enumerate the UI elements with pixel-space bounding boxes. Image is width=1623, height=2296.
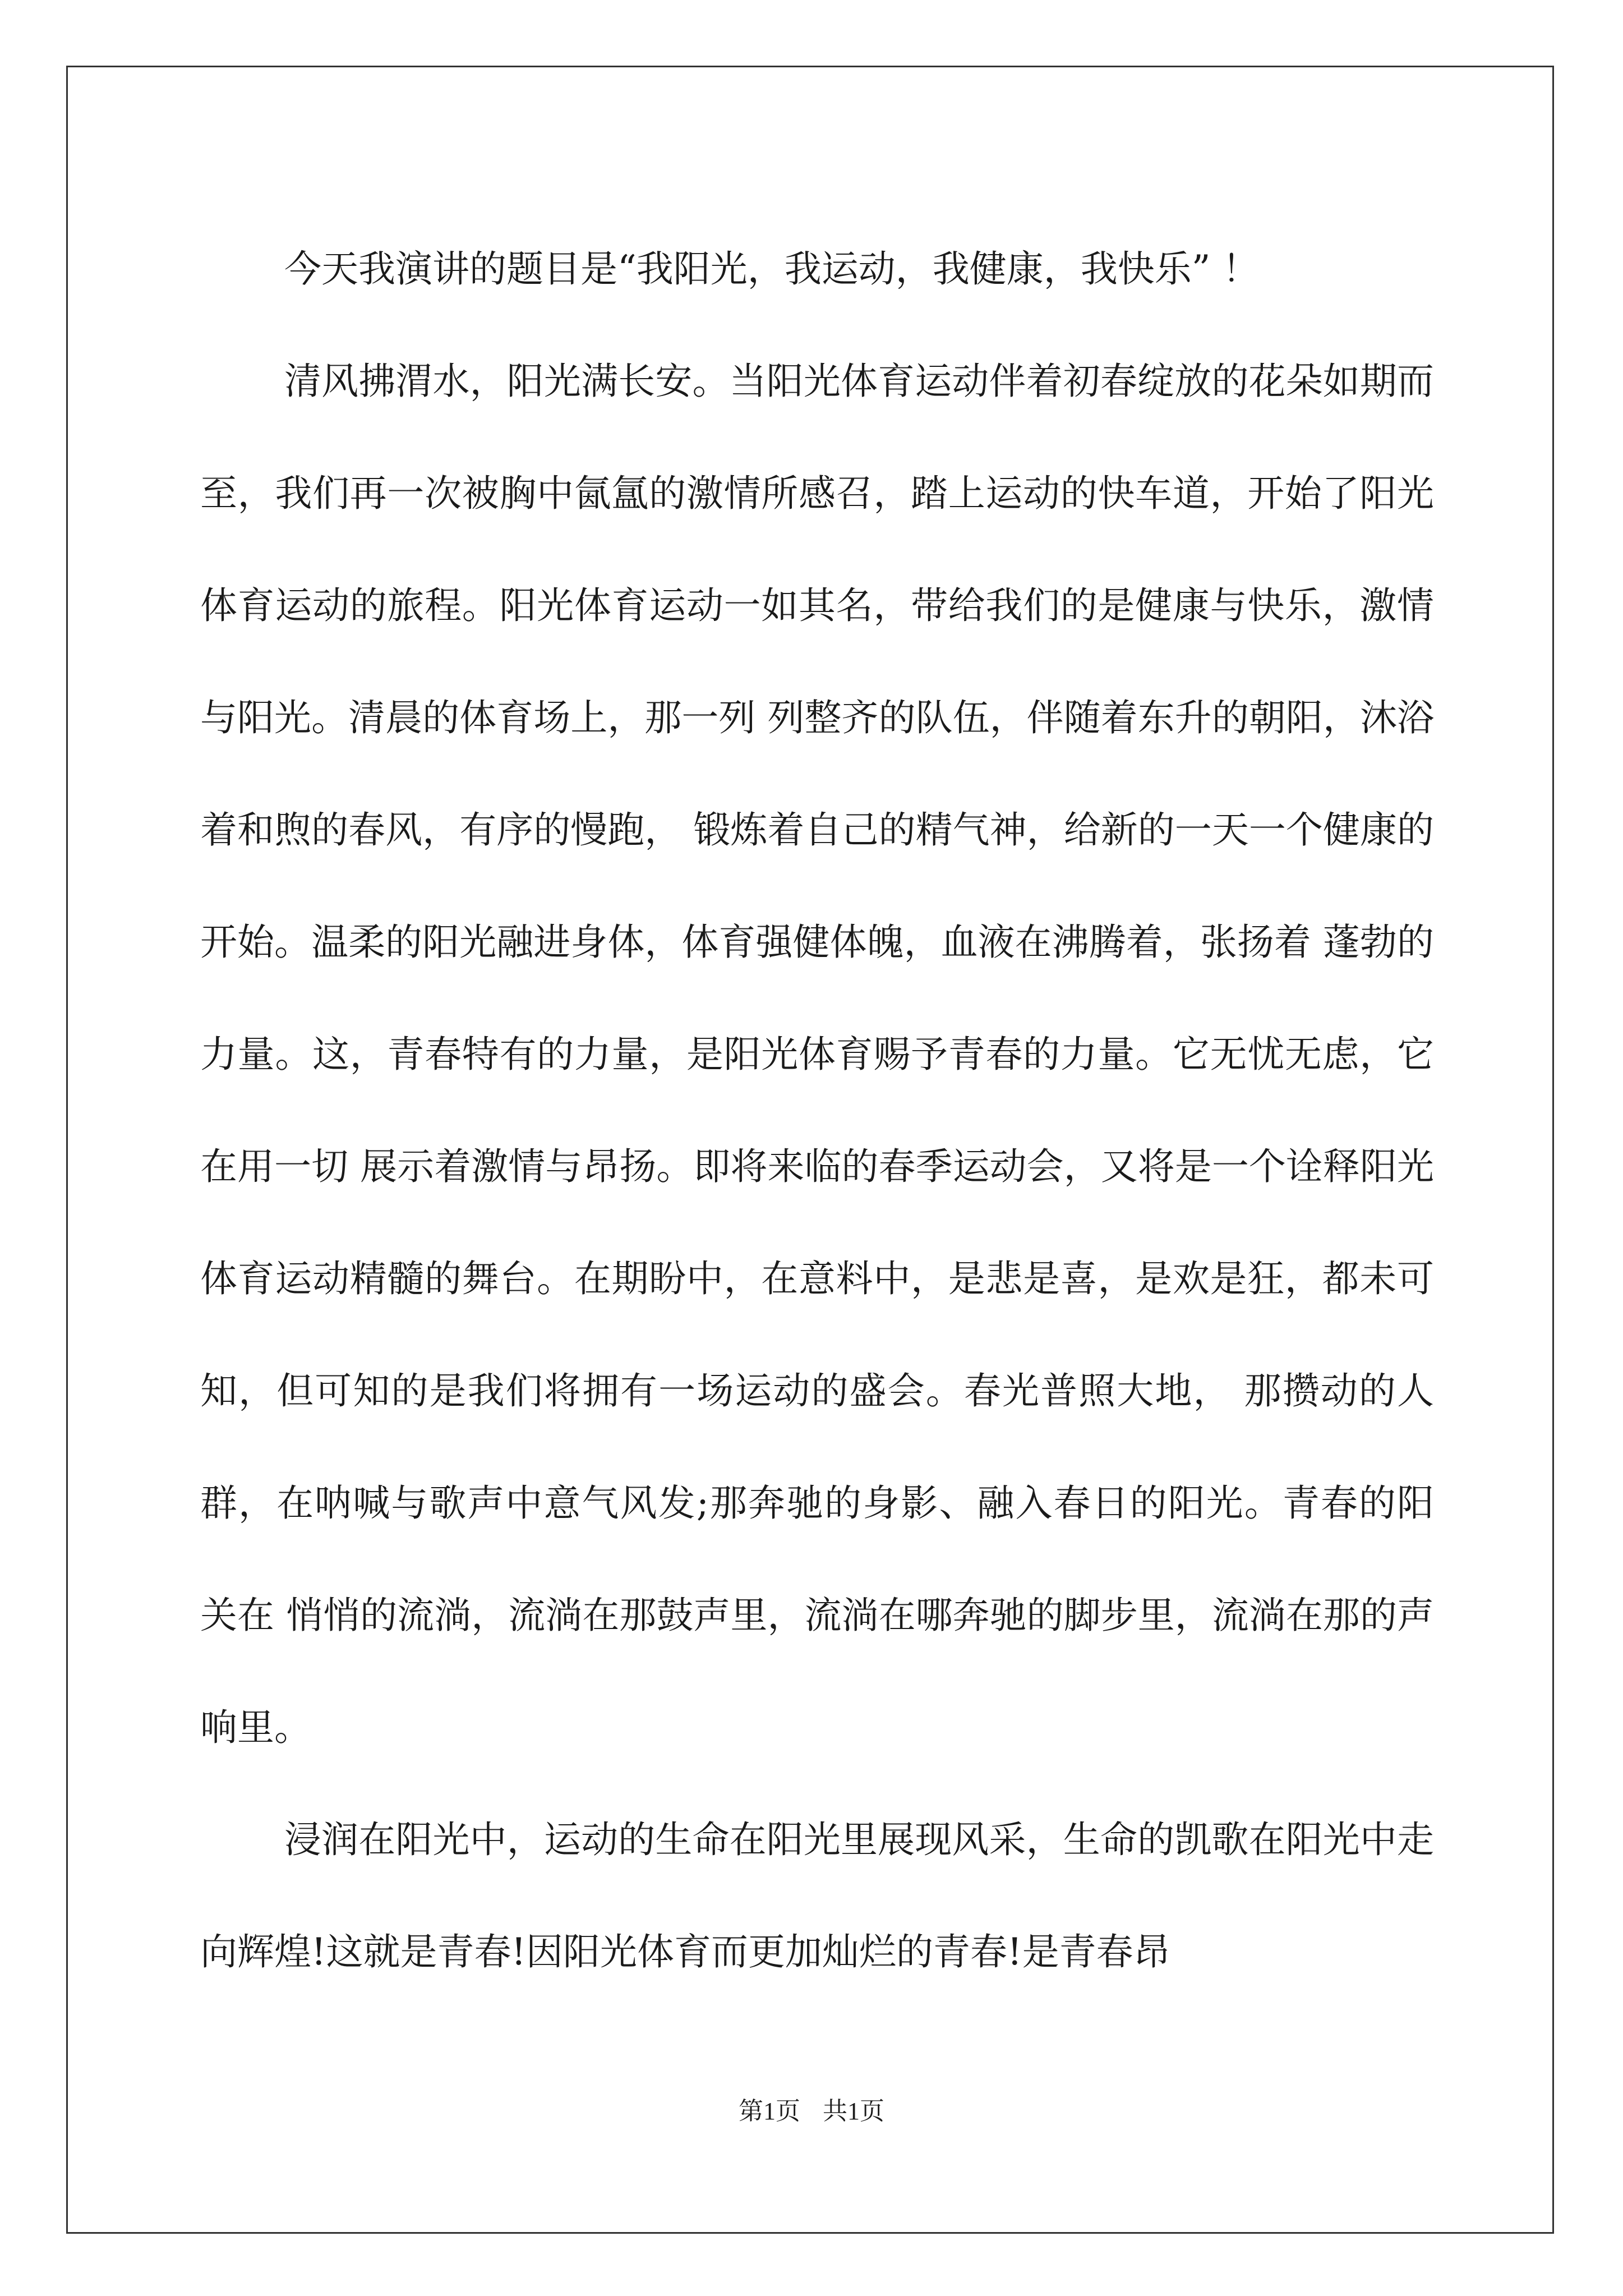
page-footer: [0, 2091, 1623, 2127]
paragraph-closing: 浸润在阳光中，运动的生命在阳光里展现风采，生命的凯歌在阳光中走向辉煌!这就是青春!因阳光体育而更加灿烂的青春!是青春昂: [200, 1818, 1434, 1973]
document-body: [200, 213, 1434, 2008]
page-number: 第1页: [739, 2097, 800, 2125]
page-total: 共1页: [823, 2097, 884, 2125]
paragraph-main: 清风拂渭水，阳光满长安。当阳光体育运动伴着初春绽放的花朵如期而至，我们再一次被胸中氤氲的激情所感召，踏上运动的快车道，开始了阳光体育运动的旅程。阳光体育运动一如其名，带给我们的是健康与快乐，激情与阳光。清晨的体育场上，那一列 列整齐的队伍，伴随着东升的朝阳，沐浴着和煦的春风，有序的慢跑， 锻炼着自己的精气神，给新的一天一个健康的开始。温柔的阳光融进身体，体育强健体魄，血液在沸腾着，张扬着 蓬勃的力量。这，青春特有的力量，是阳光体育赐予青春的力量。它无忧无虑，它在用一切 展示着激情与昂扬。即将来临的春季运动会，又将是一个诠释阳光体育运动精髓的舞台。在期盼中，在意料中，是悲是喜，是欢是狂，都未可知，但可知的是我们将拥有一场运动的盛会。春光普照大地， 那攒动的人群，在呐喊与歌声中意气风发;那奔驰的身影、融入春日的阳光。青春的阳关在 悄悄的流淌，流淌在那鼓声里，流淌在哪奔驰的脚步里，流淌在那的声响里。: [200, 360, 1434, 1749]
paragraph-title-line: 今天我演讲的题目是“我阳光，我运动，我健康，我快乐” ！: [284, 247, 1260, 291]
